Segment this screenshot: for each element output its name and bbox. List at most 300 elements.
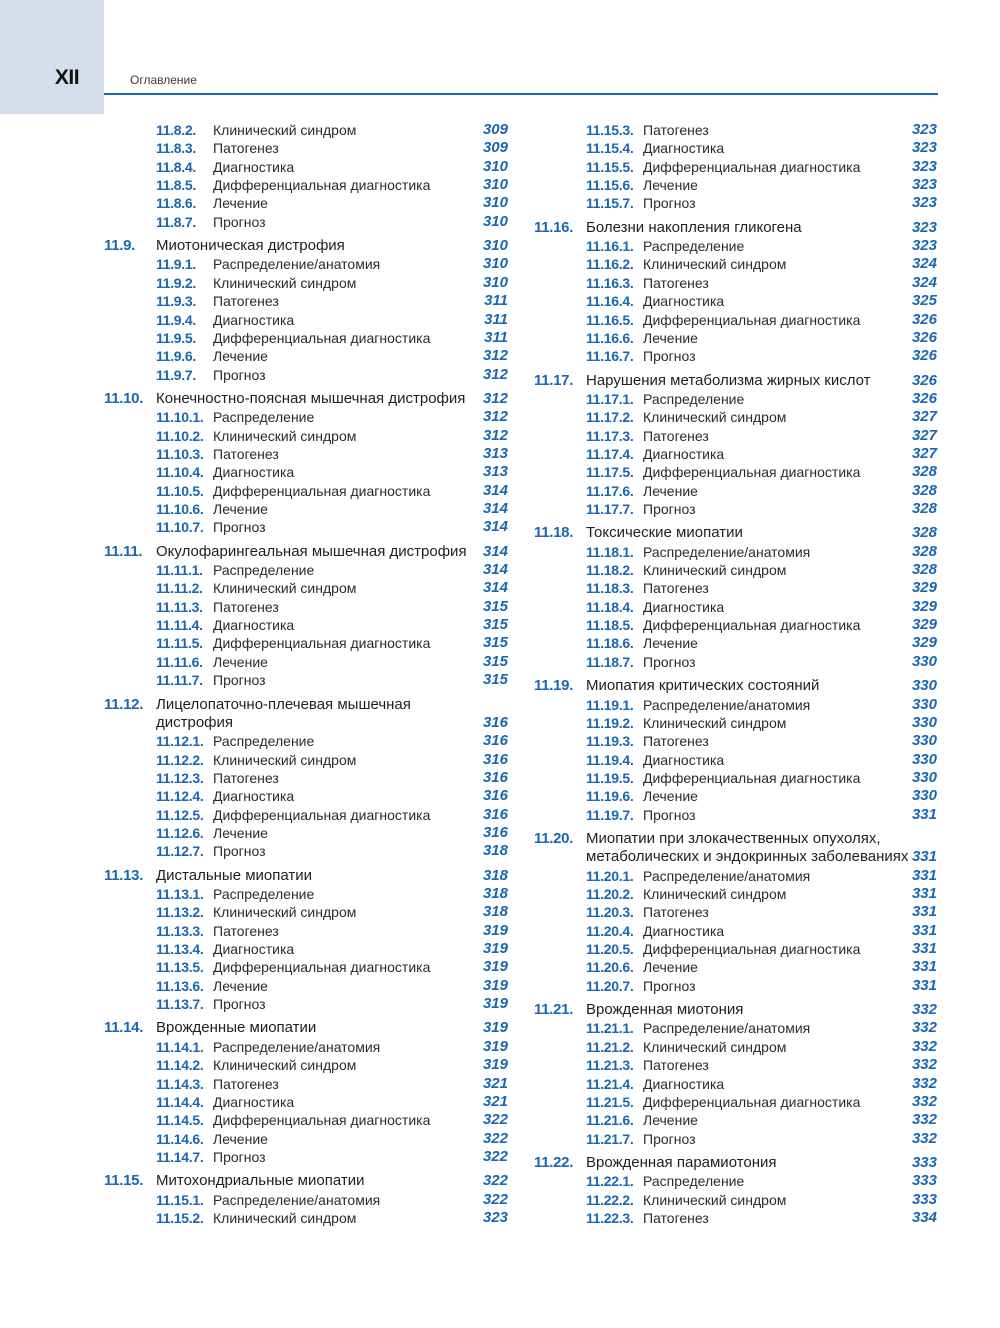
toc-entry-page: 332: [911, 1092, 937, 1110]
toc-subsection-row[interactable]: [0, 347, 937, 365]
toc-entry-number: 11.16.2.: [586, 256, 634, 273]
toc-entry-page: 329: [911, 597, 937, 615]
toc-entry-title: Клинический синдром: [213, 580, 357, 597]
toc-subsection-row[interactable]: [0, 940, 937, 958]
toc-entry-page: 312: [482, 389, 508, 407]
toc-entry-title: Дистальные миопатии: [156, 866, 313, 884]
toc-entry-number: 11.13.5.: [156, 959, 204, 976]
toc-entry-page: 331: [911, 958, 937, 976]
toc-entry-number: 11.15.1.: [156, 1191, 204, 1208]
toc-entry-page: 313: [482, 444, 508, 462]
toc-entry-title: Миопатии при злокачественных опухолях,: [586, 829, 881, 847]
toc-entry-number: 11.8.5.: [156, 177, 196, 194]
toc-entry-number: 11.16.: [534, 218, 574, 236]
toc-entry-title: Распределение: [213, 886, 315, 902]
toc-entry-title: Распределение/анатомия: [213, 256, 381, 273]
toc-entry-number: 11.16.3.: [586, 274, 634, 291]
toc-entry-title: Патогенез: [213, 922, 279, 939]
toc-entry-title: Прогноз: [643, 501, 696, 517]
toc-entry-page: 319: [482, 921, 508, 939]
toc-entry-page: 316: [482, 768, 508, 786]
toc-entry-page: 331: [911, 976, 937, 994]
toc-subsection-row[interactable]: [0, 139, 937, 157]
toc-subsection-row[interactable]: [0, 482, 937, 500]
toc-entry-title-continued: дистрофия: [156, 713, 234, 731]
toc-subsection-row[interactable]: [0, 885, 937, 903]
toc-section-row[interactable]: [0, 524, 937, 542]
toc-entry-page: 326: [911, 371, 937, 389]
toc-entry-title: Клинический синдром: [213, 1209, 357, 1226]
toc-subsection-row[interactable]: [0, 1093, 937, 1111]
toc-entry-title: Диагностика: [643, 140, 725, 157]
toc-entry-title: Клинический синдром: [213, 904, 357, 921]
toc-subsection-row[interactable]: [0, 158, 937, 176]
toc-entry-title: Прогноз: [213, 996, 266, 1013]
toc-entry-page: 321: [482, 1074, 508, 1092]
toc-entry-page: 332: [911, 1129, 937, 1147]
toc-entry-title: Болезни накопления гликогена: [586, 218, 802, 236]
toc-entry-number: 11.18.6.: [586, 635, 634, 652]
toc-entry-number: 11.20.1.: [586, 867, 634, 884]
toc-entry-number: 11.16.5.: [586, 311, 634, 328]
toc-entry-page: 315: [482, 616, 508, 634]
toc-entry-number: 11.17.: [534, 371, 574, 389]
toc-entry-page: 319: [482, 1019, 508, 1037]
toc-subsection-row[interactable]: [0, 769, 937, 787]
toc-entry-page: 330: [911, 732, 937, 750]
toc-entry-page: 310: [482, 194, 508, 212]
toc-entry-number: 11.16.6.: [586, 329, 634, 346]
toc-entry-title: Распределение/анатомия: [643, 1020, 811, 1037]
toc-entry-page: 316: [482, 823, 508, 841]
toc-entry-number: 11.19.7.: [586, 806, 634, 823]
toc-entry-page: 319: [482, 940, 508, 958]
toc-entry-number: 11.9.5.: [156, 329, 196, 346]
toc-entry-title: Дифференциальная диагностика: [643, 769, 861, 786]
toc-entry-number: 11.18.3.: [586, 580, 634, 597]
toc-entry-number: 11.17.4.: [586, 445, 634, 462]
toc-entry-page: 328: [911, 481, 937, 499]
toc-entry-number: 11.14.: [104, 1019, 144, 1037]
toc-entry-number: 11.20.5.: [586, 941, 634, 958]
toc-entry-page: 315: [482, 634, 508, 652]
toc-entry-page: 315: [482, 652, 508, 670]
toc-entry-page: 323: [911, 218, 937, 236]
toc-entry-page: 328: [911, 500, 937, 517]
toc-entry-title: Клинический синдром: [643, 256, 787, 273]
toc-entry-page: 333: [911, 1172, 937, 1190]
toc-entry-title: Прогноз: [213, 1148, 266, 1165]
toc-entry-title: Лечение: [213, 977, 268, 994]
toc-entry-number: 11.17.5.: [586, 464, 634, 481]
toc-entry-page: 312: [482, 408, 508, 426]
toc-entry-title: Прогноз: [213, 519, 266, 536]
toc-entry-number: 11.18.4.: [586, 598, 634, 615]
toc-entry-title: Распределение: [643, 1173, 745, 1190]
toc-entry-page: 331: [911, 903, 937, 921]
toc-entry-page: 331: [911, 848, 937, 866]
toc-entry-page: 312: [482, 426, 508, 444]
toc-entry-number: 11.10.4.: [156, 464, 204, 481]
toc-entry-number: 11.10.: [104, 389, 144, 407]
toc-entry-title: Прогноз: [643, 977, 696, 994]
toc-entry-page: 314: [482, 500, 508, 517]
toc-entry-page: 310: [482, 157, 508, 175]
toc-entry-title: Лечение: [643, 329, 698, 346]
toc-entry-page: 326: [911, 389, 937, 407]
toc-entry-title: Прогноз: [643, 348, 696, 365]
toc-entry-title: Прогноз: [213, 672, 266, 689]
toc-entry-page: 319: [482, 958, 508, 976]
toc-entry-page: 334: [911, 1208, 937, 1226]
toc-entry-title: Клинический синдром: [643, 886, 787, 902]
toc-entry-number: 11.19.: [534, 677, 574, 695]
page-number: XII: [54, 66, 80, 89]
toc-entry-number: 11.17.1.: [586, 390, 634, 407]
toc-entry-page: 330: [911, 652, 937, 670]
toc-entry-page: 318: [482, 866, 508, 884]
toc-entry-title: Распределение/анатомия: [643, 543, 811, 560]
toc-entry-title: Прогноз: [643, 806, 696, 823]
toc-entry-page: 323: [911, 121, 937, 138]
toc-entry-page: 316: [482, 732, 508, 750]
toc-entry-page: 333: [911, 1153, 937, 1171]
toc-entry-title: Лечение: [213, 653, 268, 670]
toc-entry-number: 11.10.7.: [156, 519, 204, 536]
toc-entry-number: 11.19.5.: [586, 769, 634, 786]
toc-entry-page: 330: [911, 677, 937, 695]
toc-entry-title: Распределение/анатомия: [213, 1191, 381, 1208]
toc-entry-number: 11.18.5.: [586, 617, 634, 634]
toc-entry-page: 332: [911, 1019, 937, 1037]
toc-entry-page: 322: [482, 1129, 508, 1147]
toc-entry-title: Лечение: [643, 788, 698, 805]
toc-subsection-row[interactable]: [0, 751, 937, 769]
toc-entry-title: Клинический синдром: [643, 409, 787, 426]
toc-subsection-row[interactable]: [0, 1075, 937, 1093]
toc-entry-title: Диагностика: [643, 445, 725, 462]
toc-subsection-row[interactable]: [0, 598, 937, 616]
toc-subsection-row[interactable]: [0, 787, 937, 805]
toc-entry-number: 11.19.3.: [586, 733, 634, 750]
toc-entry-page: 330: [911, 768, 937, 786]
toc-entry-number: 11.21.7.: [586, 1130, 634, 1147]
toc-entry-title: Диагностика: [643, 598, 725, 615]
toc-subsection-row[interactable]: [0, 922, 937, 940]
toc-entry-title: Патогенез: [643, 733, 709, 750]
toc-entry-title: Патогенез: [643, 122, 709, 138]
toc-subsection-row[interactable]: [0, 1130, 937, 1148]
toc-entry-page: 323: [482, 1208, 508, 1226]
toc-subsection-row[interactable]: [0, 561, 937, 579]
toc-entry-title: Патогенез: [213, 293, 279, 310]
toc-entry-number: 11.15.3.: [586, 122, 634, 138]
toc-entry-title: Миотоническая дистрофия: [156, 237, 345, 255]
toc-section-row[interactable]: [0, 372, 937, 390]
toc-subsection-row[interactable]: [0, 1191, 937, 1209]
toc-entry-page: 311: [484, 328, 508, 346]
toc-entry-title: Конечностно-поясная мышечная дистрофия: [156, 389, 466, 407]
toc-section-row[interactable]: [0, 1001, 937, 1019]
toc-entry-title: Патогенез: [213, 445, 279, 462]
toc-subsection-row[interactable]: [0, 176, 937, 194]
toc-entry-title: Клинический синдром: [643, 1038, 787, 1055]
toc-entry-number: 11.20.7.: [586, 977, 634, 994]
toc-entry-title: Распределение/анатомия: [643, 867, 811, 884]
header-divider: [104, 93, 938, 95]
toc-entry-page: 319: [482, 995, 508, 1013]
toc-entry-page: 316: [482, 787, 508, 805]
toc-entry-page: 324: [911, 255, 937, 273]
toc-entry-title: Лечение: [643, 1112, 698, 1129]
toc-entry-number: 11.14.3.: [156, 1075, 204, 1092]
toc-entry-page: 316: [482, 750, 508, 768]
toc-entry-title: Распределение/анатомия: [213, 1038, 381, 1055]
toc-entry-title: Дифференциальная диагностика: [213, 635, 431, 652]
toc-section-row[interactable]: [0, 219, 937, 237]
toc-entry-page: 333: [911, 1190, 937, 1208]
toc-entry-page: 318: [482, 903, 508, 921]
toc-entry-title: Миопатия критических состояний: [586, 677, 820, 695]
toc-subsection-row[interactable]: [0, 194, 937, 212]
toc-entry-title: Патогенез: [643, 1209, 709, 1226]
toc-subsection-row[interactable]: [0, 579, 937, 597]
toc-entry-title: Лицелопаточно-плечевая мышечная: [156, 695, 411, 713]
toc-entry-number: 11.21.: [534, 1001, 574, 1019]
toc-subsection-row[interactable]: [0, 463, 937, 481]
toc-entry-page: 329: [911, 634, 937, 652]
toc-entry-number: 11.20.3.: [586, 904, 634, 921]
toc-subsection-row[interactable]: [0, 1019, 937, 1037]
toc-entry-page: 330: [911, 713, 937, 731]
toc-entry-number: 11.11.2.: [156, 580, 203, 597]
toc-entry-title: Лечение: [213, 195, 268, 212]
toc-entry-number: 11.17.3.: [586, 427, 634, 444]
toc-subsection-row[interactable]: [0, 1172, 937, 1190]
toc-entry-title: Прогноз: [643, 195, 696, 212]
toc-entry-page: 332: [911, 1037, 937, 1055]
toc-entry-title: Клинический синдром: [643, 1191, 787, 1208]
toc-entry-page: 328: [911, 542, 937, 560]
toc-subsection-row[interactable]: [0, 616, 937, 634]
toc-entry-number: 11.12.1.: [156, 733, 204, 750]
toc-subsection-row[interactable]: [0, 543, 937, 561]
toc-entry-page: 310: [482, 273, 508, 291]
toc-entry-number: 11.16.7.: [586, 348, 634, 365]
toc-entry-number: 11.12.5.: [156, 806, 204, 823]
toc-subsection-row[interactable]: [0, 958, 937, 976]
toc-entry-number: 11.19.2.: [586, 714, 634, 731]
toc-entry-page: 322: [482, 1147, 508, 1165]
toc-subsection-row[interactable]: [0, 732, 937, 750]
toc-entry-title: Клинический синдром: [213, 274, 357, 291]
toc-entry-number: 11.13.6.: [156, 977, 204, 994]
toc-entry-title: Дифференциальная диагностика: [643, 941, 861, 958]
toc-entry-page: 311: [484, 310, 508, 328]
toc-entry-title: Распределение/анатомия: [643, 696, 811, 713]
toc-entry-number: 11.20.4.: [586, 922, 634, 939]
toc-entry-title: Диагностика: [643, 1075, 725, 1092]
toc-entry-title: Патогенез: [643, 427, 709, 444]
toc-section-row[interactable]: [0, 677, 937, 695]
toc-entry-page: 310: [482, 212, 508, 230]
toc-subsection-row[interactable]: [0, 1209, 937, 1227]
toc-entry-title: Дифференциальная диагностика: [213, 177, 431, 194]
toc-entry-number: 11.18.2.: [586, 562, 634, 579]
toc-entry-number: 11.13.7.: [156, 996, 204, 1013]
toc-entry-title: Дифференциальная диагностика: [643, 617, 861, 634]
toc-entry-page: 323: [911, 176, 937, 194]
toc-subsection-row[interactable]: [0, 274, 937, 292]
toc-entry-page: 314: [482, 481, 508, 499]
toc-entry-page: 323: [911, 237, 937, 255]
toc-entry-title: Патогенез: [643, 904, 709, 921]
toc-entry-page: 319: [482, 1056, 508, 1074]
toc-entry-page: 314: [482, 542, 508, 560]
toc-entry-page: 314: [482, 518, 508, 536]
toc-subsection-row[interactable]: [0, 1056, 937, 1074]
toc-subsection-row[interactable]: [0, 390, 937, 408]
toc-subsection-row[interactable]: [0, 696, 937, 714]
toc-entry-number: 11.22.3.: [586, 1209, 634, 1226]
toc-entry-page: 321: [482, 1092, 508, 1110]
toc-entry-page: 319: [482, 1037, 508, 1055]
toc-entry-title: Дифференциальная диагностика: [213, 806, 431, 823]
toc-entry-title: Клинический синдром: [213, 427, 357, 444]
toc-entry-number: 11.8.2.: [156, 122, 196, 138]
toc-subsection-row[interactable]: [0, 634, 937, 652]
toc-entry-number: 11.16.4.: [586, 293, 634, 310]
toc-subsection-row[interactable]: [0, 977, 937, 995]
toc-entry-number: 11.21.2.: [586, 1038, 634, 1055]
toc-entry-title: Лечение: [213, 1130, 268, 1147]
toc-entry-title: Клинический синдром: [643, 562, 787, 579]
toc-entry-title: Патогенез: [213, 769, 279, 786]
toc-entry-number: 11.8.3.: [156, 140, 196, 157]
toc-entry-title: Врожденная миотония: [586, 1001, 744, 1019]
toc-subsection-row[interactable]: [0, 500, 937, 518]
toc-subsection-row[interactable]: [0, 806, 937, 824]
toc-subsection-row[interactable]: [0, 237, 937, 255]
toc-entry-number: 11.12.3.: [156, 769, 204, 786]
toc-entry-page: 325: [911, 292, 937, 310]
toc-entry-page: 310: [482, 255, 508, 273]
toc-subsection-row[interactable]: [0, 255, 937, 273]
toc-entry-number: 11.13.3.: [156, 922, 204, 939]
toc-entry-number: 11.22.1.: [586, 1173, 634, 1190]
toc-entry-number: 11.21.1.: [586, 1020, 634, 1037]
toc-entry-number: 11.22.2.: [586, 1191, 634, 1208]
toc-entry-title: Диагностика: [213, 1093, 295, 1110]
toc-entry-number: 11.13.2.: [156, 904, 204, 921]
toc-subsection-row[interactable]: [0, 903, 937, 921]
toc-subsection-row[interactable]: [0, 427, 937, 445]
toc-subsection-row[interactable]: [0, 714, 937, 732]
toc-entry-number: 11.8.6.: [156, 195, 196, 212]
toc-entry-page: 322: [482, 1172, 508, 1190]
toc-entry-number: 11.18.: [534, 524, 574, 542]
toc-entry-number: 11.9.7.: [156, 366, 196, 383]
toc-entry-title: Патогенез: [213, 140, 279, 157]
toc-entry-page: 316: [482, 805, 508, 823]
toc-entry-page: 327: [911, 426, 937, 444]
toc-entry-page: 311: [484, 292, 508, 310]
toc-entry-page: 332: [911, 1111, 937, 1129]
toc-entry-number: 11.22.: [534, 1153, 574, 1171]
toc-entry-page: 331: [911, 921, 937, 939]
toc-subsection-row[interactable]: [0, 1038, 937, 1056]
toc-entry-number: 11.11.6.: [156, 653, 203, 670]
toc-entry-title: Дифференциальная диагностика: [213, 482, 431, 499]
toc-entry-page: 329: [911, 616, 937, 634]
toc-entry-page: 318: [482, 842, 508, 860]
toc-entry-title: Лечение: [213, 824, 268, 841]
toc-entry-page: 326: [911, 310, 937, 328]
toc-entry-page: 330: [911, 750, 937, 768]
toc-subsection-row[interactable]: [0, 408, 937, 426]
toc-entry-page: 310: [482, 237, 508, 255]
toc-entry-number: 11.9.: [104, 237, 136, 255]
toc-entry-number: 11.19.4.: [586, 751, 634, 768]
toc-entry-page: 323: [911, 139, 937, 157]
toc-entry-title: Нарушения метаболизма жирных кислот: [586, 371, 871, 389]
toc-entry-number: 11.15.2.: [156, 1209, 204, 1226]
toc-entry-page: 309: [482, 121, 508, 138]
toc-entry-title: Дифференциальная диагностика: [643, 311, 861, 328]
toc-entry-number: 11.11.5.: [156, 635, 203, 652]
toc-subsection-row[interactable]: [0, 867, 937, 885]
toc-subsection-row[interactable]: [0, 1111, 937, 1129]
toc-entry-title: Дифференциальная диагностика: [643, 1093, 861, 1110]
toc-entry-title: Прогноз: [213, 213, 266, 230]
toc-entry-page: 332: [911, 1074, 937, 1092]
toc-entry-number: 11.12.2.: [156, 751, 204, 768]
toc-entry-number: 11.10.2.: [156, 427, 204, 444]
toc-entry-title: Прогноз: [213, 366, 266, 383]
toc-entry-title: Дифференциальная диагностика: [213, 959, 431, 976]
toc-entry-title: Распределение: [213, 562, 315, 579]
toc-entry-number: 11.13.4.: [156, 941, 204, 958]
toc-entry-title: Клинический синдром: [213, 1057, 357, 1074]
toc-subsection-row[interactable]: [0, 445, 937, 463]
toc-subsection-row[interactable]: [0, 121, 937, 139]
toc-entry-number: 11.11.7.: [156, 672, 203, 689]
toc-entry-page: 323: [911, 194, 937, 212]
toc-subsection-row[interactable]: [0, 292, 937, 310]
toc-subsection-row[interactable]: [0, 311, 937, 329]
toc-entry-number: 11.21.5.: [586, 1093, 634, 1110]
toc-entry-page: 331: [911, 805, 937, 823]
toc-entry-title: Токсические миопатии: [586, 524, 743, 542]
toc-subsection-row[interactable]: [0, 329, 937, 347]
toc-entry-number: 11.10.5.: [156, 482, 204, 499]
toc-entry-number: 11.10.1.: [156, 409, 204, 426]
toc-entry-number: 11.14.1.: [156, 1038, 204, 1055]
toc-entry-page: 331: [911, 866, 937, 884]
toc-entry-page: 330: [911, 787, 937, 805]
toc-entry-page: 331: [911, 940, 937, 958]
toc-entry-title: Диагностика: [213, 158, 295, 175]
toc-entry-number: 11.12.7.: [156, 843, 204, 860]
corner-tab: [0, 0, 104, 114]
toc-subsection-row[interactable]: [0, 653, 937, 671]
toc-section-row[interactable]: [0, 1154, 937, 1172]
toc-entry-page: 309: [482, 139, 508, 157]
toc-entry-number: 11.21.6.: [586, 1112, 634, 1129]
toc-entry-page: 313: [482, 463, 508, 481]
toc-entry-number: 11.10.6.: [156, 501, 204, 517]
toc-entry-title: Дифференциальная диагностика: [213, 1112, 431, 1129]
